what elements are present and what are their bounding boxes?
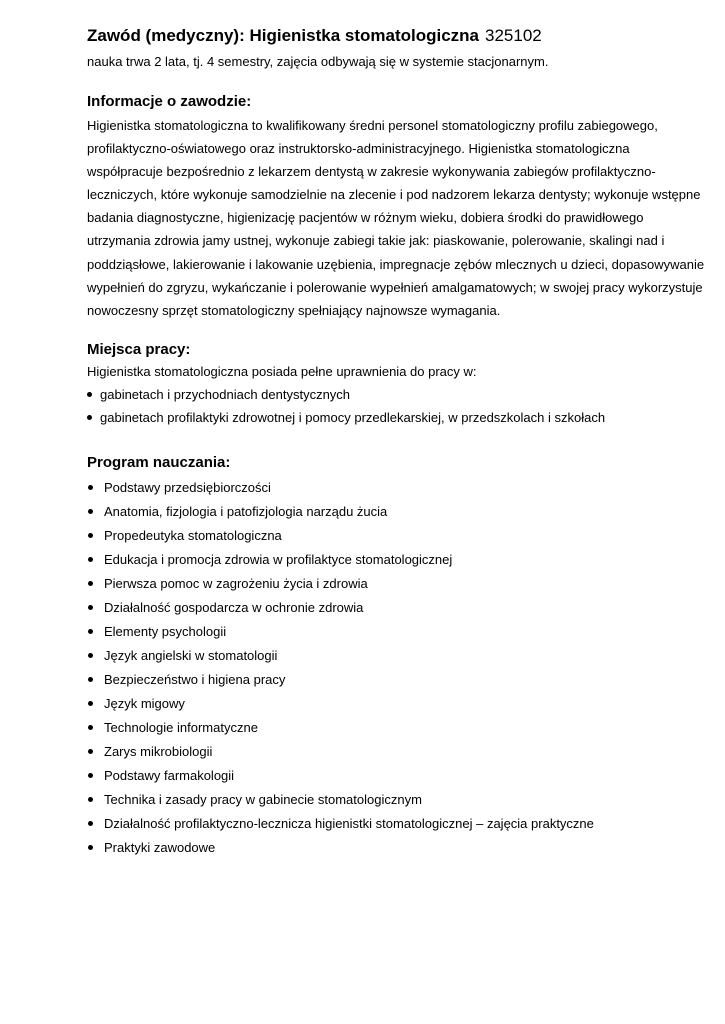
list-item: Propedeutyka stomatologiczna	[87, 524, 707, 548]
program-heading: Program nauczania:	[87, 453, 231, 471]
list-item: Praktyki zawodowe	[87, 836, 707, 860]
duration-note: nauka trwa 2 lata, tj. 4 semestry, zajęcia odbywają się w systemie stacjonarnym.	[87, 54, 549, 69]
workplaces-heading: Miejsca pracy:	[87, 340, 191, 358]
list-item: Technologie informatyczne	[87, 716, 707, 740]
list-item: Anatomia, fizjologia i patofizjologia narządu żucia	[87, 500, 707, 524]
list-item: Technika i zasady pracy w gabinecie stomatologicznym	[87, 788, 707, 812]
page-title	[87, 24, 707, 48]
info-heading: Informacje o zawodzie:	[87, 93, 252, 110]
workplaces-intro: Higienistka stomatologiczna posiada pełne uprawnienia do pracy w:	[87, 363, 477, 379]
program-list	[87, 476, 707, 860]
list-item: Zarys mikrobiologii	[87, 740, 707, 764]
list-item: Działalność profilaktyczno-lecznicza higienistki stomatologicznej – zajęcia praktyczne	[87, 812, 707, 836]
list-item: Bezpieczeństwo i higiena pracy	[87, 668, 707, 692]
profession-title: Zawód (medyczny): Higienistka stomatologiczna	[87, 26, 480, 45]
info-paragraph: Higienistka stomatologiczna to kwalifikowany średni personel stomatologiczny profilu zabiegowego, profilaktyczno-oświatowego oraz instruktorsko-administracyjnego. Higienistka stomatologiczna współpracuje bezpośrednio z lekarzem dentystą w zakresie wykonywania zabiegów profilaktyczno-leczniczych, które wykonuje samodzielnie na zlecenie i pod nadzorem lekarza dentysty; wykonuje wstępne badania diagnostyczne, higienizację pacjentów w różnym wieku, dobiera środki do prawidłowego utrzymania zdrowia jamy ustnej, wykonuje zabiegi takie jak: piaskowanie, polerowanie, skalingi nad i poddziąsłowe, lakierowanie i lakowanie uzębienia, impregnacje zębów mlecznych u dzieci, dopasowywanie wypełnień do zgryzu, wykańczanie i polerowanie wypełnień amalgamatowych; w swojej pracy wykorzystuje nowoczesny sprzęt stomatologiczny spełniający najnowsze wymagania.	[87, 118, 705, 318]
list-item: Język migowy	[87, 692, 707, 716]
list-item: Elementy psychologii	[87, 620, 707, 644]
profession-code: 325102	[485, 26, 542, 45]
list-item: Podstawy przedsiębiorczości	[87, 476, 707, 500]
list-item: gabinetach i przychodniach dentystycznych	[87, 383, 707, 406]
list-item: gabinetach profilaktyki zdrowotnej i pomocy przedlekarskiej, w przedszkolach i szkołach	[87, 406, 707, 429]
list-item: Język angielski w stomatologii	[87, 644, 707, 668]
list-item: Podstawy farmakologii	[87, 764, 707, 788]
document-page	[87, 24, 707, 860]
workplaces-list	[87, 383, 707, 429]
list-item: Edukacja i promocja zdrowia w profilaktyce stomatologicznej	[87, 548, 707, 572]
list-item: Działalność gospodarcza w ochronie zdrowia	[87, 596, 707, 620]
list-item: Pierwsza pomoc w zagrożeniu życia i zdrowia	[87, 572, 707, 596]
